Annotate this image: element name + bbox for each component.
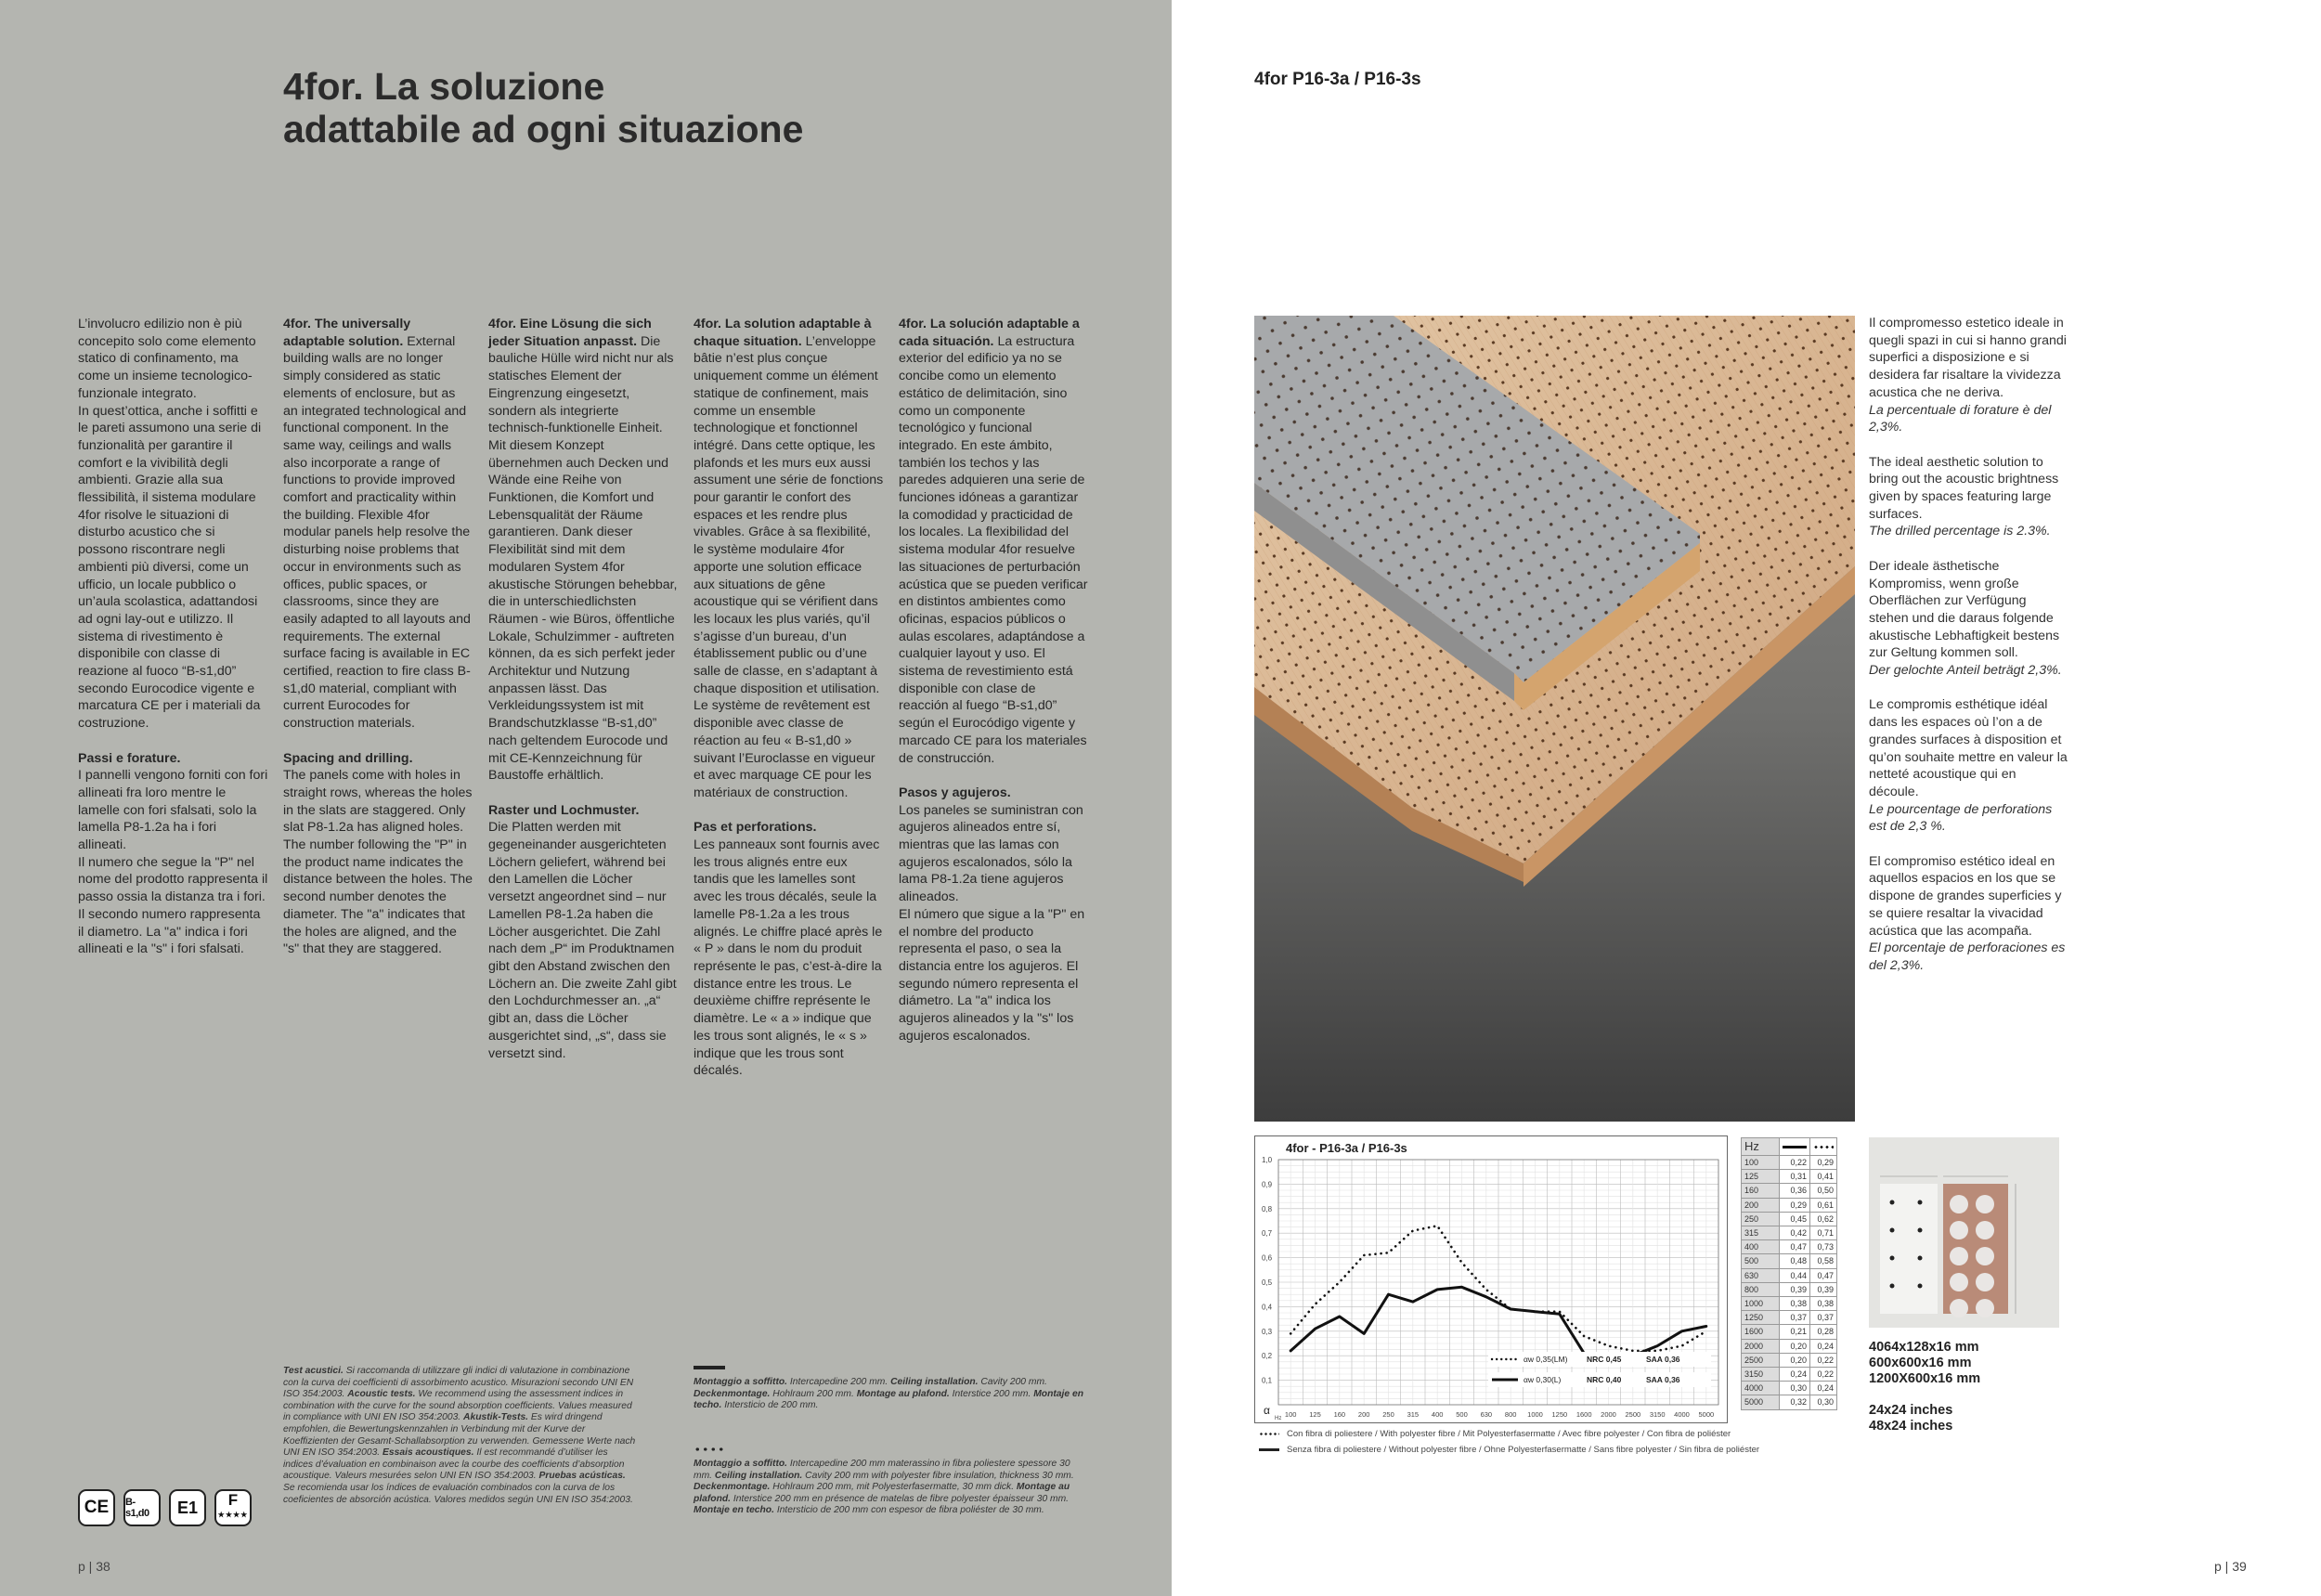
absorption-table [1741,1137,1837,1410]
table-cell-frequency: 500 [1742,1254,1780,1268]
note-label-es: Pruebas acústicas. [538,1471,626,1482]
acoustic-test-note [283,1366,636,1506]
panel-photo [1254,316,1855,1122]
dimension-panel-rect: 1200X600x16 mm [1869,1371,1981,1386]
mount2-text-it: Intercapedine 200 mm materassino in fibra poliestere spessore 30 mm. [694,1459,1070,1481]
table-header-row [1742,1138,1837,1156]
table-row [1742,1170,1837,1184]
x-tick-label: 1250 [1551,1410,1568,1419]
it-intro: L’involucro edilizio non è più concepito solo come elemento statico di confinamento, ma come un insieme tecnologico-funzionale integrato. [78,317,256,401]
y-tick-label: 0,5 [1262,1278,1273,1287]
column-french [694,316,884,1097]
mount1-label-de: Deckenmontage. [694,1388,771,1399]
legend-dotted [1259,1429,1731,1439]
mounting-note-solid [694,1377,1083,1412]
table-cell-dotted: 0,24 [1810,1339,1837,1353]
table-cell-solid: 0,20 [1780,1339,1810,1353]
x-tick-label: 2000 [1601,1410,1616,1419]
de-body: Die bauliche Hülle wird nicht nur als statisches Element der Eingrenzung eingesetzt, sondern als integrierte technisch-funktionelle Einheit. Mit diesem Konzept übernehmen auch Decken und Wände eine Reihe von Funktionen, die Komfort und Lebensqualität der Räume garantieren. Dank dieser Flexibilität sind mit dem modularen System 4for akustische Störungen behebbar, die in unterschiedlichsten Räumen - wie Büros, öffentliche Lokale, Schulzimmer - auftreten können, da es sich perfekt jeder Architektur und Nutzung anpassen lässt. Das Verkleidungssystem ist mit Brandschutzklasse “B-s1,d0” nach geltendem Eurocode und mit CE-Kennzeichnung für Baustoffe erhältlich. [488,333,678,784]
mount2-text-en: Cavity 200 mm with polyester fibre insulation, thickness 30 mm. [802,1470,1074,1481]
y-tick-label: 0,3 [1262,1327,1273,1336]
x-tick-label: 400 [1431,1410,1444,1419]
table-cell-dotted: 0,73 [1810,1240,1837,1254]
x-tick-label: 5000 [1698,1410,1715,1419]
en-body: External building walls are no longer simply considered as static elements of enclosure, but as an integrated technological and functional component. In the same way, ceilings and walls also incorporate a range of functions to provide improved comfort and practicality within the building. Flexible 4for modular panels help resolve the disturbing noise problems that occur in environments such as offices, public spaces, or classrooms, since they are easily adapted to all layouts and requirements. The external surface facing is available in EC certified, reaction to fire class B-s1,d0 material, compliant with current Eurocodes for construction materials. [283,333,471,732]
side-note-es: El porcentaje de perforaciones es del 2,3%. [1869,941,2066,973]
table-row [1742,1368,1837,1382]
table-cell-solid: 0,44 [1780,1268,1810,1282]
note-text-fr: Il est recommandé d’utiliser les indices d’évaluation en combinaison avec la courbe des coefficients d’absorption acoustique. Valeurs mesurées selon UNI EN ISO 354:2003. [283,1447,625,1482]
page-number-right: p | 39 [2214,1559,2247,1574]
table-cell-solid: 0,30 [1780,1382,1810,1395]
table-cell-solid: 0,48 [1780,1254,1810,1268]
fire-class-icon: B-s1,d0 [123,1489,161,1526]
perforation-diagram [1869,1137,2059,1328]
y-tick-label: 0,1 [1262,1376,1273,1385]
mount1-label-en: Ceiling installation. [890,1377,979,1387]
mount2-label-en: Ceiling installation. [714,1470,803,1481]
table-cell-solid: 0,39 [1780,1282,1810,1296]
table-cell-frequency: 3150 [1742,1368,1780,1382]
y-tick-label: 0,2 [1262,1352,1273,1361]
table-cell-frequency: 4000 [1742,1382,1780,1395]
legend-solid-swatch [1259,1448,1279,1451]
dotted-line-marker [694,1447,725,1451]
de-heading-holes: Raster und Lochmuster. [488,802,640,818]
mount1-label-fr: Montage au plafond. [856,1388,950,1399]
y-axis-label: α [1264,1404,1270,1417]
y-tick-label: 0,9 [1262,1180,1273,1189]
table-cell-solid: 0,45 [1780,1212,1810,1226]
product-title: 4for P16-3a / P16-3s [1254,70,1421,89]
it-holes-text: I pannelli vengono forniti con fori allineati fra loro mentre le lamelle con fori sfalsati, solo la lamella P8-1.2a ha i fori allineati. [78,768,268,853]
alpha-w-index: αw 0,30(L) [1524,1375,1562,1384]
table-cell-solid: 0,37 [1780,1311,1810,1325]
table-cell-frequency: 5000 [1742,1395,1780,1409]
side-description [1869,315,2068,992]
table-cell-frequency: 200 [1742,1198,1780,1212]
it-holes-text-2: Il numero che segue la "P" nel nome del prodotto rappresenta il passo ossia la distanza tra i fori. Il secondo numero rappresenta il diametro. La "a" indica i fori allineati e la "s" i fori sfalsati. [78,854,268,957]
it-heading-holes: Passi e forature. [78,750,181,766]
es-holes-text: Los paneles se suministran con agujeros alineados entre sí, mientras que las lamas con agujeros escalonados, sólo la lama P8-1.2a tiene agujeros alineados. [899,802,1083,905]
fr-heading: 4for. La solution adaptable à chaque situation. [694,317,872,349]
alpha-w-index: αw 0,35(LM) [1524,1355,1568,1364]
side-text-de: Der ideale ästhetische Kompromiss, wenn große Oberflächen zur Verfügung stehen und die daraus folgende akustische Lebhaftigkeit bestens zur Geltung kommen soll. [1869,558,2060,661]
side-text-es: El compromiso estético ideal en aquellos espacios en los que se dispone de grandes superficies y se quiere resaltar la vivacidad acústica que las acompaña. [1869,853,2062,939]
note-text-it: Si raccomanda di utilizzare gli indici di valutazione in combinazione con la curva dei coefficienti di assorbimento acustico. Misurazioni secondo UNI EN ISO 354:2003. [283,1366,634,1400]
x-tick-label: 3150 [1649,1410,1666,1419]
x-tick-label: 4000 [1674,1410,1690,1419]
table-row [1742,1156,1837,1170]
x-tick-label: 1600 [1575,1410,1592,1419]
nrc-index: NRC 0,40 [1587,1375,1622,1384]
table-row [1742,1297,1837,1311]
side-text-it: Il compromesso estetico ideale in quegli spazi in cui si hanno grandi superfici a disposizione e si desidera far risaltare la vividezza acustica che ne deriva. [1869,316,2067,400]
nrc-index: NRC 0,45 [1587,1355,1622,1364]
x-tick-label: 250 [1382,1410,1394,1419]
table-cell-solid: 0,24 [1780,1368,1810,1382]
side-text-en: The ideal aesthetic solution to bring out the acoustic brightness given by spaces featuring large surfaces. [1869,454,2059,522]
table-cell-frequency: 125 [1742,1170,1780,1184]
legend-solid-label: Senza fibra di poliestere / Without polyester fibre / Ohne Polyesterfasermatte / Sans fibre polyester / Sin fibra de poliéster [1287,1445,1760,1455]
note-text-de: Es wird dringend empfohlen, die Bewertungskennzahlen in Verbindung mit der Kurve der Koeffizienten der Gesamt-Schallabsorption zu verwenden. Gemessene Werte nach UNI EN ISO 354:2003. [283,1412,636,1459]
x-tick-label: 630 [1480,1410,1493,1419]
x-tick-label: 125 [1309,1410,1321,1419]
de-heading: 4for. Eine Lösung die sich jeder Situation anpasst. [488,317,652,349]
table-cell-solid: 0,47 [1780,1240,1810,1254]
y-tick-label: 0,7 [1262,1229,1273,1239]
absorption-chart [1254,1135,1728,1423]
table-cell-dotted: 0,39 [1810,1282,1837,1296]
table-row [1742,1353,1837,1367]
side-text-fr: Le compromis esthétique idéal dans les espaces où l’on a de grandes surfaces à disposition et qu’on souhaite mettre en valeur la netteté acoustique qui en découle. [1869,697,2068,799]
legend-solid [1259,1445,1759,1455]
dimension-panel-square: 600x600x16 mm [1869,1356,1972,1370]
table-row [1742,1282,1837,1296]
mount1-text-de: Hohlraum 200 mm. [770,1388,857,1399]
mount1-text-es: Intersticio de 200 mm. [721,1400,819,1411]
table-row [1742,1254,1837,1268]
mount2-label-de: Deckenmontage. [694,1482,771,1493]
mount1-text-fr: Interstice 200 mm. [949,1388,1034,1399]
es-holes-text-2: El número que sigue a la "P" en el nombre del producto representa el paso, o sea la distancia entre los agujeros. El segundo número representa el diámetro. La "a" indica los agujeros alineados y la "s" los agujeros escalonados. [899,906,1085,1044]
table-cell-solid: 0,38 [1780,1297,1810,1311]
y-tick-label: 0,8 [1262,1204,1273,1213]
table-row [1742,1382,1837,1395]
certification-icons [78,1489,252,1526]
x-tick-label: 1000 [1527,1410,1543,1419]
table-cell-frequency: 1600 [1742,1325,1780,1339]
table-cell-dotted: 0,62 [1810,1212,1837,1226]
side-note-de: Der gelochte Anteil beträgt 2,3%. [1869,663,2062,679]
table-cell-dotted: 0,58 [1810,1254,1837,1268]
side-note-en: The drilled percentage is 2.3%. [1869,524,2051,539]
table-cell-solid: 0,32 [1780,1395,1810,1409]
dimension-slat: 4064x128x16 mm [1869,1340,1979,1355]
table-cell-dotted: 0,50 [1810,1184,1837,1198]
y-tick-label: 0,4 [1262,1303,1273,1312]
y-tick-label: 1,0 [1262,1156,1273,1164]
table-row [1742,1226,1837,1240]
legend-dotted-label: Con fibra di poliestere / With polyester fibre / Mit Polyesterfasermatte / Avec fibre polyester / Con fibra de poliéster [1287,1429,1731,1439]
de-holes-text: Die Platten werden mit gegeneinander ausgerichteten Löchern geliefert, während bei den Lamellen die Löcher versetzt angeordnet sind – nur Lamellen P8-1.2a haben die Löcher ausgerichtet. Die Zahl nach dem „P“ im Produktnamen gibt den Abstand zwischen den Löchern an. Die zweite Zahl gibt den Lochdurchmesser an. „a“ gibt an, dass die Löcher ausgerichtet sind, „s“, dass sie versetzt sind. [488,820,677,1061]
table-cell-solid: 0,36 [1780,1184,1810,1198]
f-four-star-label: F [227,1491,239,1509]
table-cell-dotted: 0,28 [1810,1325,1837,1339]
dimension-spacer [1869,1387,1980,1403]
side-note-it: La percentuale di forature è del 2,3%. [1869,402,2052,435]
table-cell-frequency: 1250 [1742,1311,1780,1325]
column-spanish [899,316,1089,1062]
fr-body: L’enveloppe bâtie n’est plus conçue uniquement comme un élément statique de confinement, mais comme un ensemble technologique et fonctionnel intégré. Dans cette optique, les plafonds et les murs eux aussi assument une série de fonctions pour garantir le confort des espaces et les rendre plus vivables. Grâce à sa flexibilité, le système modulaire 4for apporte une solution efficace aux situations de gêne acoustique qui se vérifient dans les locaux les plus variés, qu’il s’agisse d’un bureau, d’un établissement public ou d’une salle de classe, en s’adaptant à chaque disposition et utilisation. Le système de revêtement est disponible avec classe de réaction au feu « B-s1,d0 » suivant l’Euroclasse en vigueur et avec marquage CE pour les matériaux de construction. [694,333,884,800]
table-cell-dotted: 0,41 [1810,1170,1837,1184]
table-row [1742,1395,1837,1409]
mount2-text-de: Hohlraum 200 mm, mit Polyesterfasermatte, 30 mm dick. [770,1482,1017,1493]
table-cell-frequency: 1000 [1742,1297,1780,1311]
mount1-label-it: Montaggio a soffitto. [694,1377,788,1387]
mount1-label-es: Montaje en techo. [694,1388,1083,1411]
note-label-de: Akustik-Tests. [463,1412,529,1423]
table-cell-frequency: 630 [1742,1268,1780,1282]
title-line-2: adattabile ad ogni situazione [283,108,804,150]
page-title [283,65,803,150]
side-note-fr: Le pourcentage de perforations est de 2,3 %. [1869,801,2053,835]
table-cell-dotted: 0,24 [1810,1382,1837,1395]
stars-icon: ★★★★ [217,1511,249,1519]
table-cell-frequency: 100 [1742,1156,1780,1170]
legend-dotted-swatch [1259,1433,1279,1435]
table-cell-frequency: 2500 [1742,1353,1780,1367]
table-cell-dotted: 0,71 [1810,1226,1837,1240]
note-text-es: Se recomienda usar los índices de evaluación combinados con la curva de los coeficientes de absorción acústica. Valores medidos según UNI EN ISO 354:2003. [283,1482,633,1505]
table-cell-dotted: 0,22 [1810,1368,1837,1382]
mount1-text-en: Cavity 200 mm. [978,1377,1047,1387]
fr-heading-holes: Pas et perforations. [694,820,817,836]
table-cell-dotted: 0,38 [1810,1297,1837,1311]
saa-index: SAA 0,36 [1646,1355,1680,1364]
table-cell-solid: 0,31 [1780,1170,1810,1184]
mount2-label-it: Montaggio a soffitto. [694,1459,788,1469]
table-cell-dotted: 0,30 [1810,1395,1837,1409]
en-holes-text: The panels come with holes in straight rows, whereas the holes in the slats are staggered. Only slat P8-1.2a has aligned holes. The number following the "P" in the product name indicates the distance between the holes. The second number denotes the diameter. The "a" indicates that the holes are aligned, and the "s" that they are staggered. [283,768,473,957]
x-tick-label: 200 [1357,1410,1370,1419]
note-label-it: Test acustici. [283,1366,344,1376]
table-header-dotted-swatch [1810,1138,1837,1156]
es-heading-holes: Pasos y agujeros. [899,785,1011,800]
table-cell-frequency: 160 [1742,1184,1780,1198]
it-body: In quest’ottica, anche i soffitti e le pareti assumono una serie di funzionalità per garantire il comfort e la vivibilità degli ambienti. Grazie alla sua flessibilità, il sistema modulare 4for risolve le situazioni di disturbo acustico che si possono riscontrare negli ambienti più diversi, come un ufficio, un locale pubblico o un’aula scolastica, adattandosi ad ogni lay-out e utilizzo. Il sistema di rivestimento è disponibile con classe di reazione al fuoco “B-s1,d0” secondo Eurocodice vigente e marcatura CE per i materiali da costruzione. [78,403,262,732]
en-heading: 4for. The universally adaptable solution. [283,317,411,349]
page-number-left: p | 38 [78,1559,110,1574]
table-row [1742,1198,1837,1212]
x-tick-label: 2500 [1625,1410,1641,1419]
column-german [488,316,679,1080]
table-cell-frequency: 315 [1742,1226,1780,1240]
x-tick-label: 160 [1333,1410,1346,1419]
saa-index: SAA 0,36 [1646,1375,1680,1384]
table-row [1742,1184,1837,1198]
es-body: La estructura exterior del edificio ya no se concibe como un elemento estático de delimitación, sino como un componente tecnológico y funcional integrado. En este ámbito, también los techos y las paredes adquieren una serie de funciones idóneas a garantizar la comodidad y practicidad de los locales. La flexibilidad del sistema modular 4for resuelve las situaciones de perturbación acústica que se pueden verificar en distintos ambientes como oficinas, espacios públicos o aulas escolares, adaptándose a cualquier layout y uso. El sistema de revestimiento está disponible con clase de reacción al fuego “B-s1,d0” según el Eurocódigo vigente y marcado CE para los materiales de construcción. [899,333,1088,766]
table-row [1742,1268,1837,1282]
es-heading: 4for. La solución adaptable a cada situación. [899,317,1080,349]
mount2-text-es: Intersticio de 200 mm con espesor de fibra poliéster de 30 mm. [773,1505,1044,1516]
table-row [1742,1311,1837,1325]
table-row [1742,1240,1837,1254]
dimension-inch-square: 24x24 inches [1869,1403,1953,1418]
table-cell-solid: 0,29 [1780,1198,1810,1212]
table-cell-solid: 0,22 [1780,1156,1810,1170]
table-header-solid-swatch [1780,1138,1810,1156]
fr-holes-text: Les panneaux sont fournis avec les trous alignés entre eux tandis que les lamelles sont avec les trous décalés, seule la lamelle P8-1.2a a les trous alignés. Le chiffre placé après le « P » dans le nom du produit représente le pas, c’est-à-dire la distance entre les trous. Le deuxième chiffre représente le diamètre. Le « a » indique que les trous sont alignés, le « s » indique que les trous sont décalés. [694,837,883,1079]
solid-line-marker [694,1366,725,1369]
dimension-inch-rect: 48x24 inches [1869,1419,1953,1434]
x-tick-label: 315 [1407,1410,1420,1419]
en-heading-holes: Spacing and drilling. [283,750,413,766]
mount2-text-fr: Interstice 200 mm en présence de matelas de fibre polyester épaisseur 30 mm. [731,1493,1070,1504]
e1-class-icon: E1 [169,1489,206,1526]
x-tick-label: 500 [1456,1410,1468,1419]
table-row [1742,1339,1837,1353]
mount1-text-it: Intercapedine 200 mm. [787,1377,891,1387]
table-cell-dotted: 0,29 [1810,1156,1837,1170]
x-tick-label: 100 [1284,1410,1297,1419]
column-italian [78,316,268,976]
mounting-note-dotted [694,1459,1083,1517]
ce-mark-icon: CE [78,1489,115,1526]
x-tick-label: 800 [1504,1410,1517,1419]
mount2-label-es: Montaje en techo. [694,1505,774,1516]
note-text-en: We recommend using the assessment indices in combination with the curve for the sound absorption coefficients. Values measured in compliance with UNI EN ISO 354:2003. [283,1389,632,1423]
table-cell-dotted: 0,47 [1810,1268,1837,1282]
table-cell-dotted: 0,61 [1810,1198,1837,1212]
table-header-hz: Hz [1742,1138,1780,1156]
x-axis-label: Hz [1275,1416,1282,1421]
dimensions [1869,1340,1980,1434]
table-cell-dotted: 0,22 [1810,1353,1837,1367]
table-row [1742,1212,1837,1226]
table-row [1742,1325,1837,1339]
table-cell-dotted: 0,37 [1810,1311,1837,1325]
table-cell-frequency: 400 [1742,1240,1780,1254]
mount2-label-fr: Montage au plafond. [694,1482,1070,1504]
table-cell-solid: 0,42 [1780,1226,1810,1240]
f-four-star-icon [214,1489,252,1526]
column-english [283,316,473,976]
note-label-en: Acoustic tests. [347,1389,416,1400]
note-label-fr: Essais acoustiques. [383,1447,474,1459]
table-cell-frequency: 2000 [1742,1339,1780,1353]
title-line-1: 4for. La soluzione [283,65,605,108]
table-cell-solid: 0,20 [1780,1353,1810,1367]
table-cell-frequency: 250 [1742,1212,1780,1226]
y-tick-label: 0,6 [1262,1253,1273,1263]
chart-title: 4for - P16-3a / P16-3s [1286,1141,1407,1155]
table-cell-solid: 0,21 [1780,1325,1810,1339]
table-cell-frequency: 800 [1742,1282,1780,1296]
